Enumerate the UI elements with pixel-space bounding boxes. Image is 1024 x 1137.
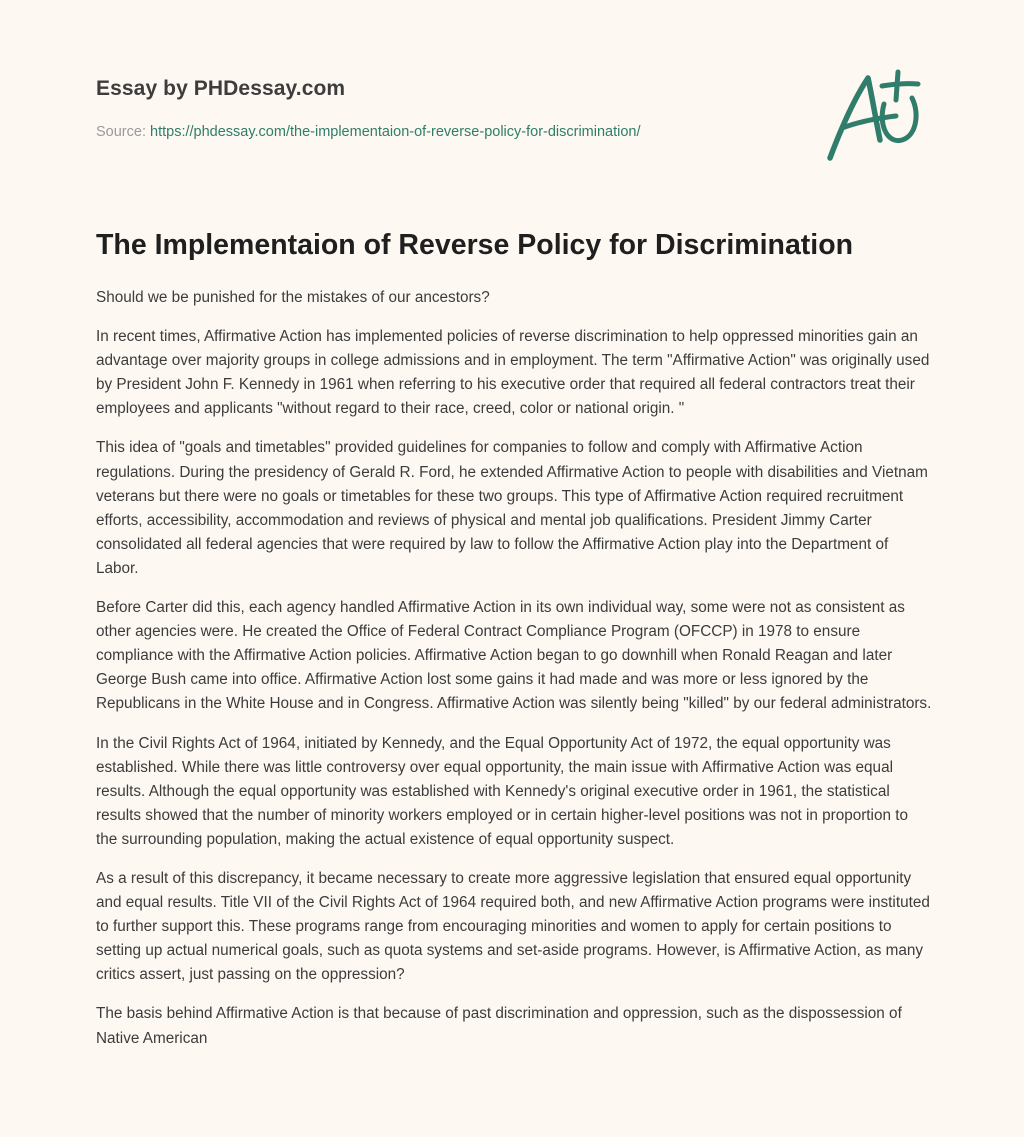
essay-paragraph: As a result of this discrepancy, it became necessary to create more aggressive legislation that ensured equal opportunity and equal results. Title VII of the Civil Rights Act of 1964 required both, and new Affirmative Action programs were instituted to further support this. These programs range from encouraging minorities and women to apply for certain positions to setting up actual numerical goals, such as quota systems and set-aside programs. However, is Affirmative Action, as many critics assert, just passing on the oppression? bbox=[96, 869, 930, 984]
essay-paragraph: Should we be punished for the mistakes of our ancestors? bbox=[96, 289, 490, 306]
site-title: Essay by PHDessay.com bbox=[96, 77, 346, 100]
essay-paragraph: The basis behind Affirmative Action is that because of past discrimination and oppression, such as the dispossession of Native American bbox=[96, 1005, 902, 1047]
source-link[interactable]: https://phdessay.com/the-implementaion-of-reverse-policy-for-discrimination/ bbox=[150, 124, 641, 140]
essay-paragraph: Before Carter did this, each agency handled Affirmative Action in its own individual way, some were not as consistent as other agencies were. He created the Office of Federal Contract Compliance Program (OFCCP) in 1978 to ensure compliance with the Affirmative Action policies. Affirmative Action began to go downhill when Ronald Reagan and later George Bush came into office. Affirmative Action lost some gains it had made and was more or less ignored by the Republicans in the White House and in Congress. Affirmative Action was silently being "killed" by our federal administrators. bbox=[96, 599, 932, 713]
a-plus-logo bbox=[822, 66, 926, 166]
essay-title: The Implementaion of Reverse Policy for Discrimination bbox=[96, 229, 854, 261]
essay-paragraph: In the Civil Rights Act of 1964, initiated by Kennedy, and the Equal Opportunity Act of 1972, the equal opportunity was established. While there was little controversy over equal opportunity, the main issue with Affirmative Action was equal results. Although the equal opportunity was established with Kennedy's original executive order in 1961, the statistical results showed that the number of minority workers employed or in certain higher-level positions was not in proportion to the surrounding population, making the actual existence of equal opportunity suspect. bbox=[96, 734, 908, 848]
page-header bbox=[96, 0, 928, 190]
essay-body bbox=[96, 286, 932, 1066]
source-line bbox=[96, 124, 641, 140]
essay-paragraph: In recent times, Affirmative Action has implemented policies of reverse discrimination to help oppressed minorities gain an advantage over majority groups in college admissions and in employment. The term "Affirmative Action" was originally used by President John F. Kennedy in 1961 when referring to his executive order that required all federal contractors treat their employees and applicants "without regard to their race, creed, color or national origin. " bbox=[96, 328, 930, 418]
essay-paragraph: This idea of "goals and timetables" provided guidelines for companies to follow and comply with Affirmative Action regulations. During the presidency of Gerald R. Ford, he extended Affirmative Action to people with disabilities and Vietnam veterans but there were no goals or timetables for these two groups. This type of Affirmative Action required recruitment efforts, accessibility, accommodation and reviews of physical and mental job qualifications. President Jimmy Carter consolidated all federal agencies that were required by law to follow the Affirmative Action play into the Department of Labor. bbox=[96, 439, 928, 577]
source-label: Source: bbox=[96, 124, 146, 140]
